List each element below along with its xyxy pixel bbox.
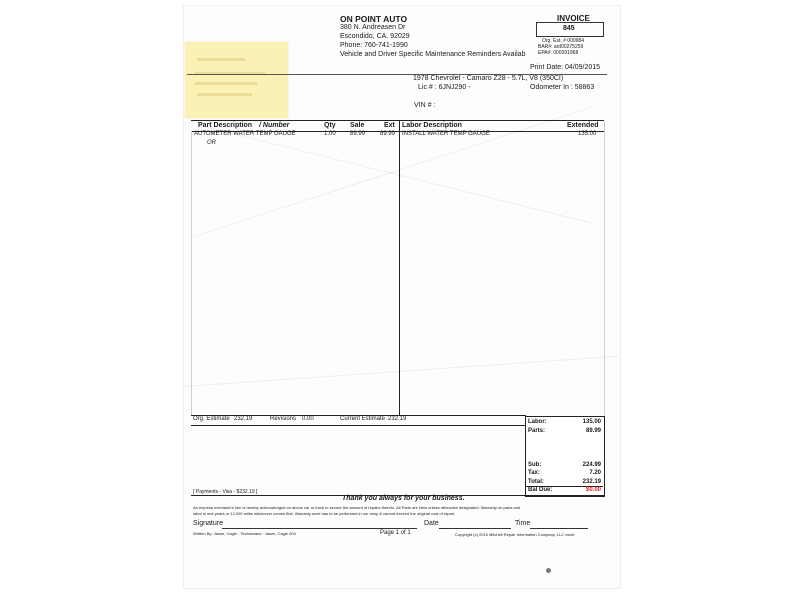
sticky-note-scribble [197,93,252,96]
paper-crease [184,356,619,387]
col-extended: Extended [567,122,599,129]
page-number: Page 1 of 1 [380,530,411,536]
org-estimate-value: 232.19 [234,416,253,422]
labor-extended: 135.00 [578,131,597,137]
table-top-rule [191,120,604,121]
totals-sub-label: Sub: [528,462,542,468]
print-date: Print Date: 04/09/2015 [530,64,601,71]
revisions-value: 0.00 [302,416,314,422]
legal-text-line2: labor is one years or 12,000 miles whichever comes first. Warranty work has to be performed in our shop & cannot exceed the original cost of repair. [193,511,455,516]
shop-address-line1: 380 N. Andreasen Dr [340,24,406,31]
paper-speck [546,568,551,573]
totals-bal-due-label: Bal Due: [528,487,553,493]
payments-line: [ Payments - Visa - $232.19 ] [193,489,258,495]
col-ext: Ext [384,122,395,129]
license-plate: Lic # : 6JNJ290 - [418,84,471,91]
totals-labor-value: 135.00 [582,419,601,425]
left-border [191,131,192,416]
date-label: Date [424,520,439,527]
vin-label: VIN # : [414,102,436,109]
invoice-label: INVOICE [557,14,590,23]
org-estimate-number: Org. Est. # 000984 [542,38,584,44]
vehicle-description: 1978 Chevrolet - Camaro Z28 - 5.7L, V8 (350CI) [413,75,564,82]
org-estimate-label: Org. Estimate [193,416,230,422]
totals-parts-label: Parts: [528,428,546,434]
invoice-number: 845 [563,25,575,32]
legal-text-line1: An express mechanic's lien is hereby acknowledged on above car or truck to secure the amount of repairs thereto. All Parts are New unless otherwise designated. Warranty on parts and [193,505,521,510]
shop-tagline: Vehicle and Driver Specific Maintenance Reminders Availab [340,51,526,58]
shop-address-line2: Escondido, CA. 92029 [340,33,410,40]
sticky-note [185,42,288,118]
labor-description: INSTALL WATER TEMP GAUGE [402,131,490,137]
sticky-note-scribble [195,82,257,85]
part-qty: 1.00 [324,131,336,137]
totals-sub-value: 224.99 [582,462,601,468]
parts-labor-divider [399,121,400,416]
signature-label: Signature [193,520,223,527]
time-label: Time [515,520,531,527]
part-description: AUTOMETER WATER TEMP GAUGE [194,131,296,137]
col-qty: Qty [324,122,336,129]
col-labor-description: Labor Description [402,122,462,129]
copyright: Copyright (c) 2015 Mitchell Repair Information Company, LLC xsvlrr [455,532,575,537]
totals-bal-due-value: $0.00 [585,487,601,493]
totals-tax-value: 7.20 [589,470,601,476]
revisions-label: Revisions [270,416,297,422]
date-line [439,528,511,529]
totals-total-label: Total: [528,479,544,485]
shop-phone: Phone: 760-741-1990 [340,42,408,49]
odometer-in: Odometer In : 58863 [530,84,595,91]
totals-parts-value: 89.99 [585,428,601,434]
thank-you-message: Thank you always for your business. [342,495,465,502]
sticky-note-scribble [197,58,245,61]
current-estimate-value: 232.19 [388,416,407,422]
col-sale: Sale [350,122,365,129]
totals-total-value: 232.19 [582,479,601,485]
estimate-bottom-rule [191,425,526,426]
current-estimate-label: Current Estimate [340,416,386,422]
totals-labor-label: Labor: [528,419,547,425]
bar-number: BAR#: ard00275259 [538,44,584,50]
time-line [530,528,588,529]
right-border [604,121,605,416]
totals-tax-label: Tax: [528,470,540,476]
written-by: Written By: Jason, Cagle - Technicians : Jason, Cagle 004 [193,531,296,536]
epa-number: EPA#: 000391968 [538,50,579,56]
shop-name: ON POINT AUTO [340,14,408,24]
part-note: OR [207,140,216,146]
part-sale: 89.99 [350,131,366,137]
signature-line [222,528,417,529]
part-ext: 89.99 [380,131,396,137]
col-part-description: Part Description [198,122,253,129]
col-part-number: / Number [259,122,290,129]
